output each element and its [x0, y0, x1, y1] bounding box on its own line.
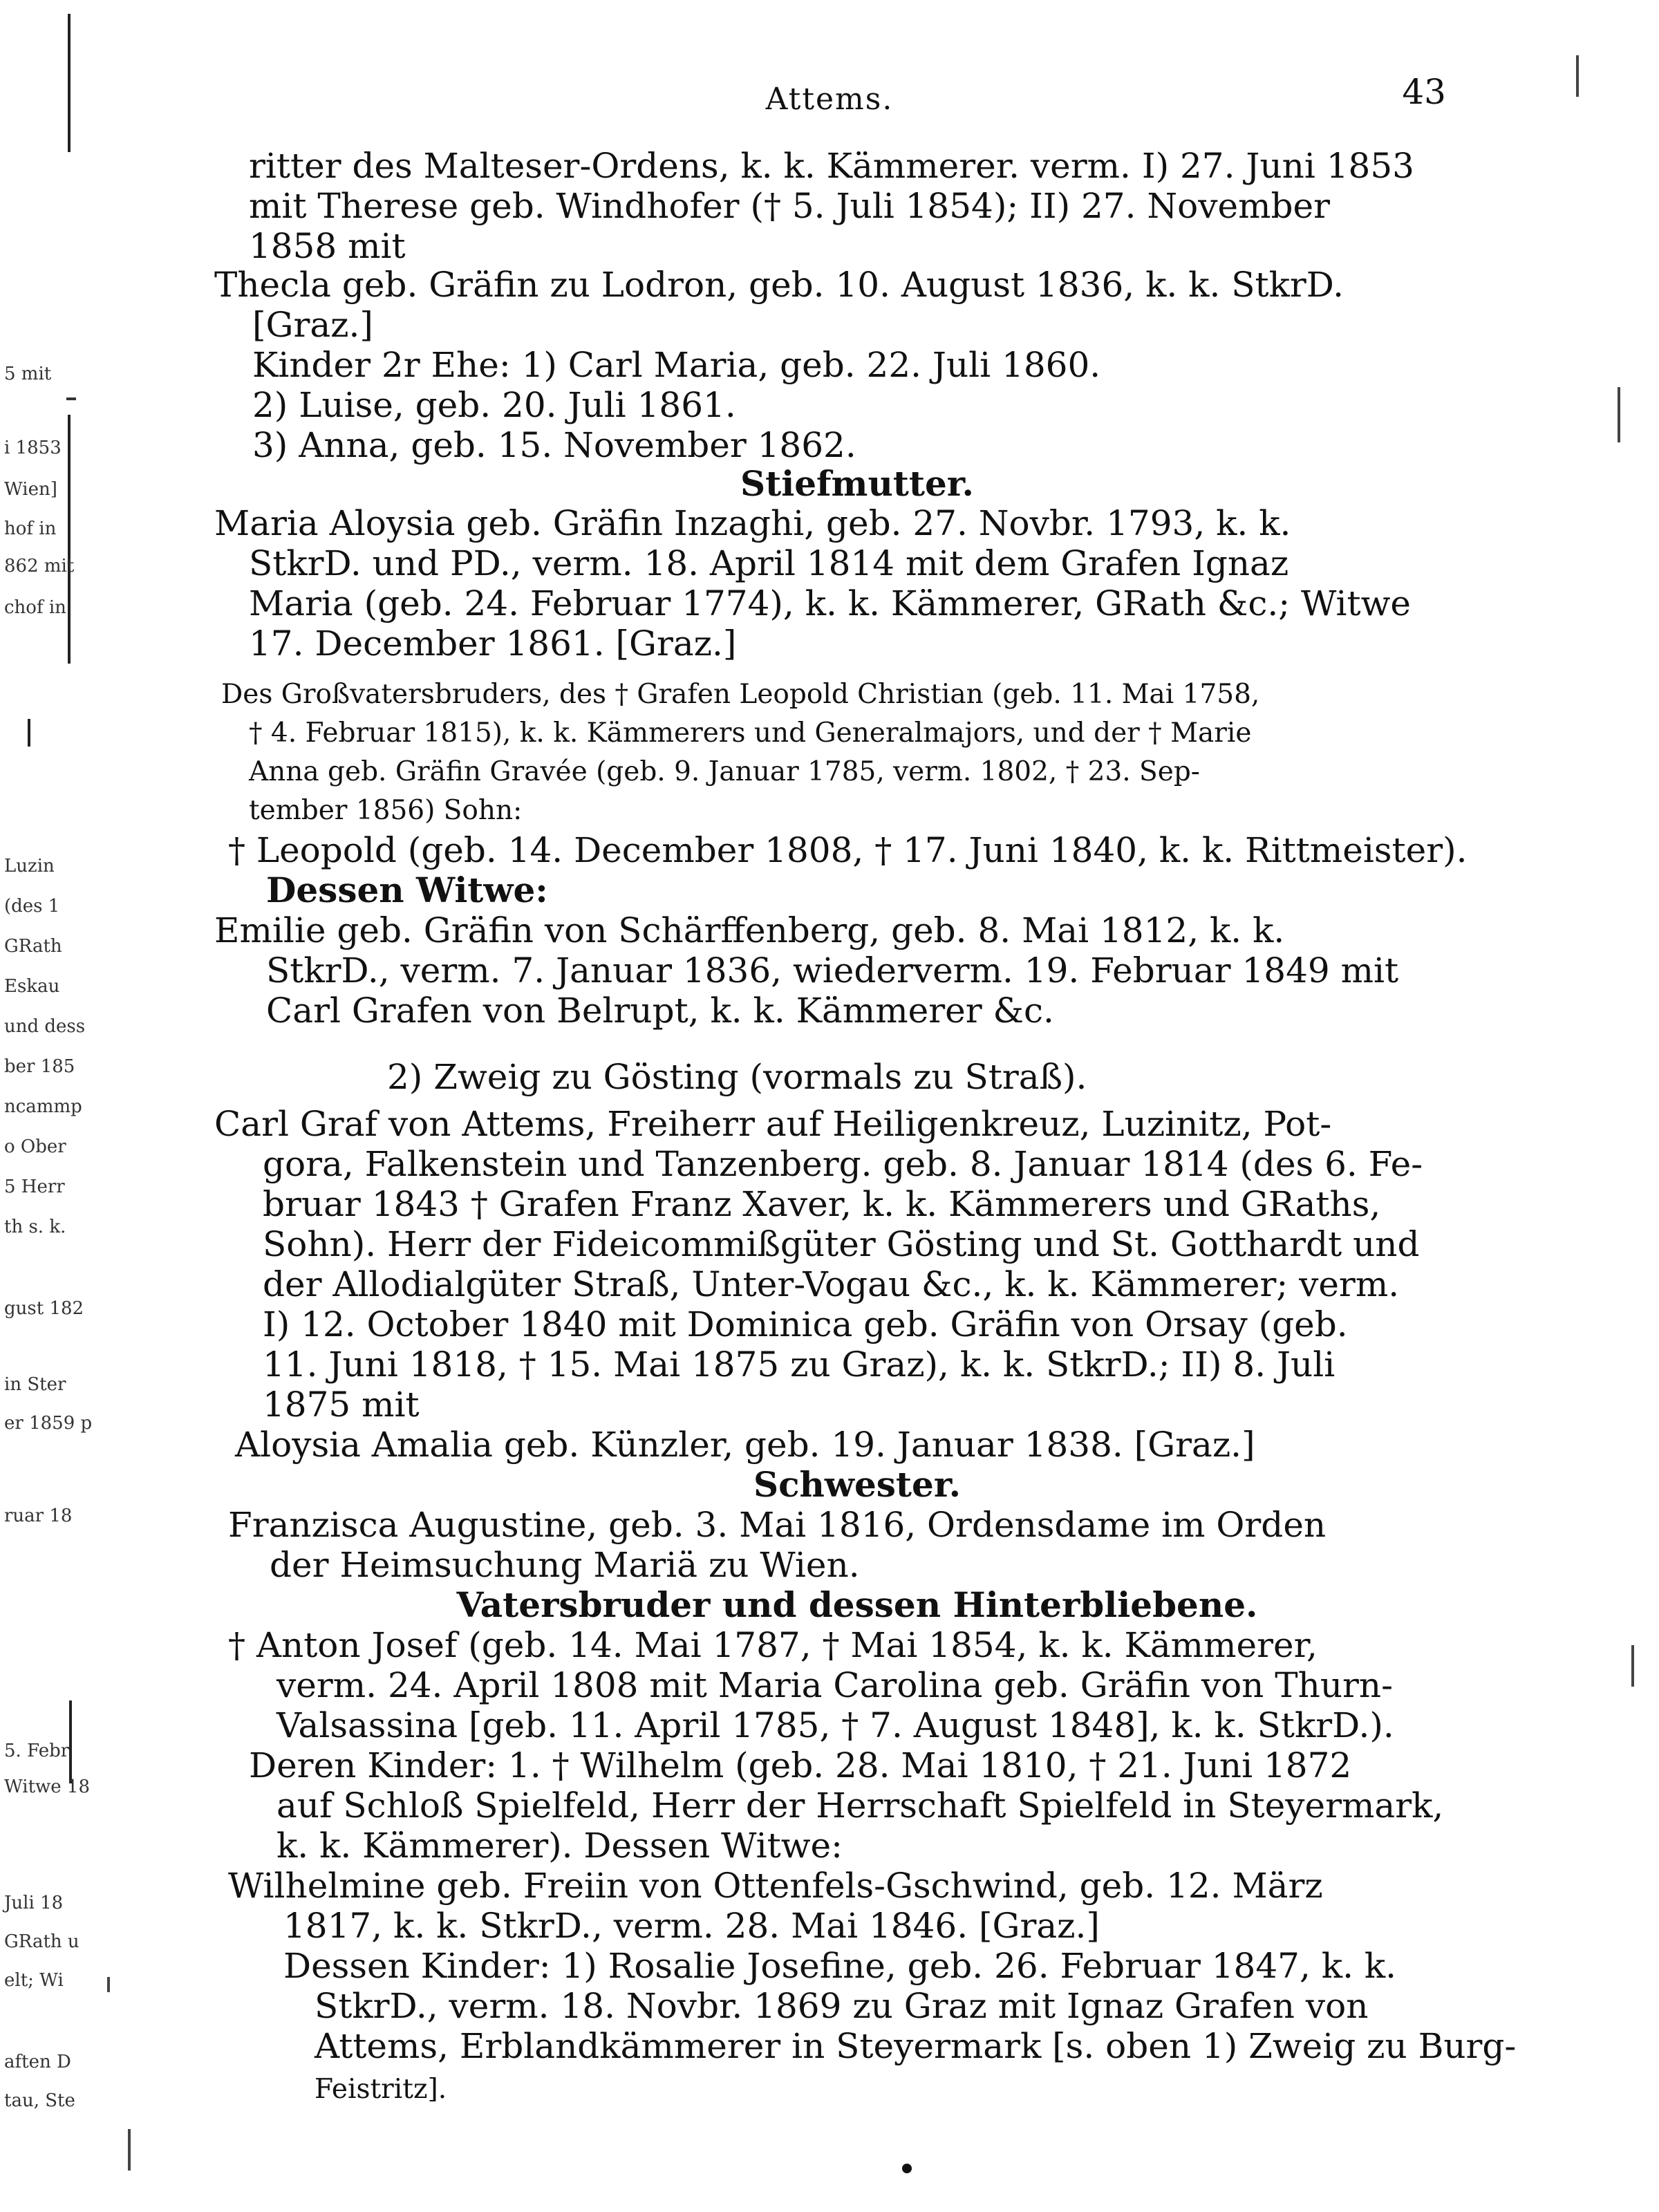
text-line: Maria (geb. 24. Februar 1774), k. k. Kämmerer, GRath &c.; Witwe — [249, 583, 1412, 624]
text-line: Wilhelmine geb. Freiin von Ottenfels-Gschwind, geb. 12. März — [228, 1866, 1323, 1906]
text-line: Deren Kinder: 1. † Wilhelm (geb. 28. Mai 1810, † 21. Juni 1872 — [249, 1745, 1352, 1785]
text-line: 3) Anna, geb. 15. November 1862. — [252, 425, 856, 465]
margin-fragment: 5 mit — [4, 364, 52, 384]
text-line-small: tember 1856) Sohn: — [249, 795, 523, 826]
margin-fragment: in Ster — [4, 1374, 66, 1395]
margin-fragment: Wien] — [4, 479, 57, 500]
ink-dot — [902, 2164, 912, 2173]
margin-fragment: 862 mit — [4, 556, 75, 577]
margin-fragment: 5 Herr — [4, 1177, 65, 1197]
margin-fragment: Witwe 18 — [4, 1777, 91, 1797]
margin-fragment: o Ober — [4, 1136, 66, 1157]
margin-fragment: chof in — [4, 597, 66, 618]
margin-rule — [69, 1700, 72, 1783]
text-line: Carl Grafen von Belrupt, k. k. Kämmerer &c. — [266, 991, 1054, 1031]
margin-fragment: hof in — [4, 518, 57, 539]
text-line: † Leopold (geb. 14. December 1808, † 17. Juni 1840, k. k. Rittmeister). — [228, 830, 1468, 870]
text-line: gora, Falkenstein und Tanzenberg. geb. 8. Januar 1814 (des 6. Fe- — [263, 1144, 1423, 1184]
text-line: Dessen Kinder: 1) Rosalie Josefine, geb. 26. Februar 1847, k. k. — [283, 1946, 1397, 1986]
margin-fragment: (des 1 — [4, 896, 60, 917]
margin-fragment: ncammp — [4, 1096, 82, 1117]
text-line: 1817, k. k. StkrD., verm. 28. Mai 1846. [Graz.] — [283, 1906, 1100, 1946]
margin-fragment: th s. k. — [4, 1217, 66, 1237]
text-line-heading: Dessen Witwe: — [266, 870, 548, 910]
edge-mark — [1631, 1645, 1634, 1687]
margin-fragment: er 1859 p — [4, 1413, 93, 1434]
edge-mark — [1576, 55, 1579, 97]
margin-fragment: GRath u — [4, 1931, 79, 1952]
text-line: der Heimsuchung Mariä zu Wien. — [270, 1545, 860, 1585]
margin-fragment: ruar 18 — [4, 1506, 73, 1526]
left-margin-bleedthrough — [0, 0, 93, 2212]
section-heading-schwester: Schwester. — [753, 1464, 961, 1505]
margin-fragment: Juli 18 — [4, 1893, 64, 1913]
branch-heading-goesting: 2) Zweig zu Gösting (vormals zu Straß). — [387, 1057, 1087, 1097]
text-line-small: Anna geb. Gräfin Gravée (geb. 9. Januar 1785, verm. 1802, † 23. Sep- — [249, 756, 1200, 787]
text-line-small: † 4. Februar 1815), k. k. Kämmerers und Generalmajors, und der † Marie — [249, 718, 1252, 749]
text-line: Thecla geb. Gräfin zu Lodron, geb. 10. August 1836, k. k. StkrD. — [214, 265, 1344, 305]
text-line: Aloysia Amalia geb. Künzler, geb. 19. Januar 1838. [Graz.] — [235, 1425, 1255, 1465]
margin-fragment: elt; Wi — [4, 1970, 64, 1991]
text-line: StkrD., verm. 7. Januar 1836, wiederverm. 19. Februar 1849 mit — [266, 950, 1399, 991]
text-line: mit Therese geb. Windhofer († 5. Juli 1854); II) 27. November — [249, 186, 1330, 226]
text-line: StkrD., verm. 18. Novbr. 1869 zu Graz mit Ignaz Grafen von — [315, 1986, 1369, 2026]
text-line-small: Des Großvatersbruders, des † Grafen Leopold Christian (geb. 11. Mai 1758, — [221, 679, 1260, 710]
text-line: Carl Graf von Attems, Freiherr auf Heiligenkreuz, Luzinitz, Pot- — [214, 1104, 1332, 1144]
text-line: Emilie geb. Gräfin von Schärffenberg, geb. 8. Mai 1812, k. k. — [214, 910, 1285, 950]
text-line: StkrD. und PD., verm. 18. April 1814 mit dem Grafen Ignaz — [249, 543, 1289, 583]
text-line: 17. December 1861. [Graz.] — [249, 624, 737, 664]
margin-fragment: ber 185 — [4, 1056, 75, 1077]
text-line: [Graz.] — [252, 305, 373, 345]
text-line: Attems, Erblandkämmerer in Steyermark [s. oben 1) Zweig zu Burg- — [315, 2026, 1517, 2066]
text-line-small: Feistritz]. — [315, 2074, 447, 2105]
page-number: 43 — [1402, 72, 1446, 112]
text-line: auf Schloß Spielfeld, Herr der Herrschaft Spielfeld in Steyermark, — [276, 1785, 1444, 1826]
text-line: Sohn). Herr der Fideicommißgüter Gösting und St. Gotthardt und — [263, 1224, 1420, 1264]
margin-fragment: Eskau — [4, 976, 60, 997]
text-line: 11. Juni 1818, † 15. Mai 1875 zu Graz), k. k. StkrD.; II) 8. Juli — [263, 1344, 1335, 1385]
text-line: Franzisca Augustine, geb. 3. Mai 1816, Ordensdame im Orden — [228, 1505, 1327, 1545]
margin-fragment: aften D — [4, 2052, 71, 2072]
margin-mark — [66, 397, 76, 400]
margin-rule — [28, 719, 30, 747]
text-line: ritter des Malteser-Ordens, k. k. Kämmerer. verm. I) 27. Juni 1853 — [249, 146, 1414, 186]
text-line: der Allodialgüter Straß, Unter-Vogau &c., k. k. Kämmerer; verm. — [263, 1264, 1400, 1304]
margin-fragment: tau, Ste — [4, 2090, 75, 2111]
margin-fragment: GRath — [4, 936, 62, 957]
section-heading-vatersbruder: Vatersbruder und dessen Hinterbliebene. — [456, 1584, 1258, 1625]
edge-mark — [107, 1977, 110, 1992]
edge-mark — [1618, 387, 1620, 442]
text-line: I) 12. October 1840 mit Dominica geb. Gräfin von Orsay (geb. — [263, 1304, 1348, 1344]
text-line: 1858 mit — [249, 226, 406, 266]
text-line: k. k. Kämmerer). Dessen Witwe: — [276, 1826, 843, 1866]
edge-mark — [128, 2129, 131, 2171]
text-line: Kinder 2r Ehe: 1) Carl Maria, geb. 22. Juli 1860. — [252, 345, 1101, 385]
margin-rule — [68, 415, 71, 664]
text-line: Maria Aloysia geb. Gräfin Inzaghi, geb. 27. Novbr. 1793, k. k. — [214, 503, 1291, 543]
text-line: Valsassina [geb. 11. April 1785, † 7. August 1848], k. k. StkrD.). — [276, 1705, 1394, 1745]
text-line: verm. 24. April 1808 mit Maria Carolina geb. Gräfin von Thurn- — [276, 1665, 1394, 1705]
text-line: bruar 1843 † Grafen Franz Xaver, k. k. Kämmerers und GRaths, — [263, 1184, 1381, 1224]
text-line: 2) Luise, geb. 20. Juli 1861. — [252, 385, 736, 425]
section-heading-stiefmutter: Stiefmutter. — [740, 463, 974, 504]
margin-fragment: und dess — [4, 1016, 86, 1037]
margin-fragment: i 1853 — [4, 438, 62, 458]
margin-fragment: gust 182 — [4, 1298, 84, 1319]
running-head: Attems. — [765, 82, 894, 117]
text-line: † Anton Josef (geb. 14. Mai 1787, † Mai 1854, k. k. Kämmerer, — [228, 1625, 1318, 1665]
margin-fragment: Luzin — [4, 856, 55, 877]
margin-fragment: 5. Febr — [4, 1741, 70, 1761]
text-line: 1875 mit — [263, 1385, 420, 1425]
